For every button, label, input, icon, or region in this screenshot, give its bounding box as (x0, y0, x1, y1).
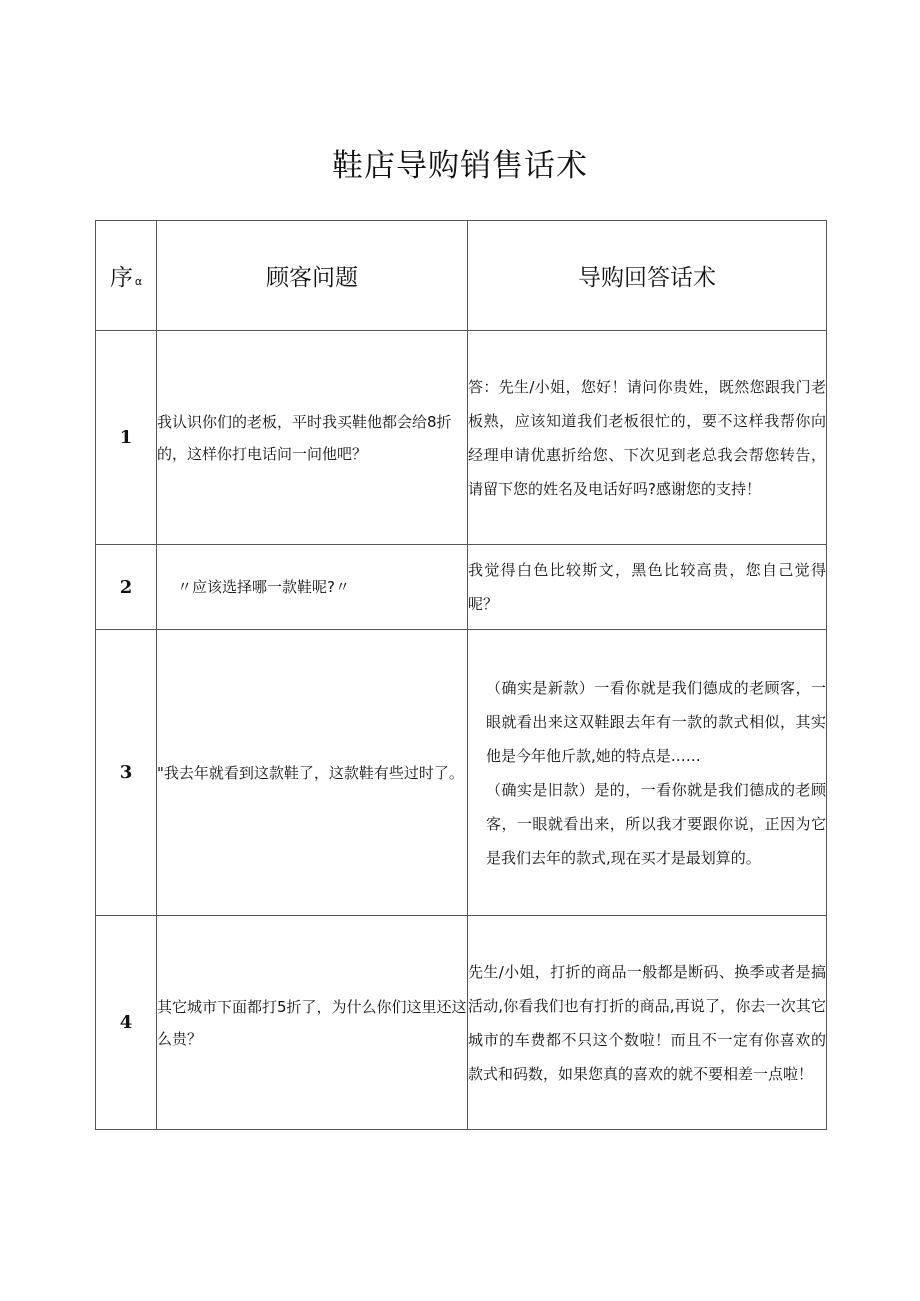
header-question: 顾客问题 (157, 221, 468, 331)
guide-answer: 我觉得白色比较斯文，黑色比较高贵，您自己觉得呢？ (468, 545, 827, 630)
customer-question: 我认识你们的老板，平时我买鞋他都会给8折的，这样你打电话问一问他吧？ (157, 331, 468, 545)
table-row (96, 545, 827, 630)
customer-question: "我去年就看到这款鞋了，这款鞋有些过时了。 (157, 630, 468, 916)
header-seq-label: 序 (109, 265, 133, 291)
guide-answer-cell (468, 630, 827, 916)
header-seq-suffix: α (134, 275, 143, 288)
guide-answer: 先生/小姐，打折的商品一般都是断码、换季或者是搞活动,你看我们也有打折的商品,再说了，你去一次其它城市的车费都不只这个数啦！而且不一定有你喜欢的款式和码数，如果您真的喜欢的就不要相差一点啦！ (468, 916, 827, 1130)
row-number: 2 (96, 545, 157, 630)
document-title: 鞋店导购销售话术 (332, 148, 588, 184)
row-number: 1 (96, 331, 157, 545)
customer-question-cell (157, 545, 468, 630)
table-header-row (96, 221, 827, 331)
guide-answer-new-style: （确实是新款）一看你就是我们德成的老顾客，一眼就看出来这双鞋跟去年有一款的款式相似，其实他是今年他斤款,她的特点是…… (486, 678, 826, 765)
row-number: 3 (96, 630, 157, 916)
sales-script-table (95, 220, 827, 1130)
header-answer: 导购回答话术 (468, 221, 827, 331)
customer-question: 其它城市下面都打5折了，为什么你们这里还这么贵？ (157, 916, 468, 1130)
row-number: 4 (96, 916, 157, 1130)
guide-answer-old-style: （确实是旧款）是的，一看你就是我们德成的老顾客，一眼就看出来，所以我才要跟你说，正因为它是我们去年的款式,现在买才是最划算的。 (486, 780, 826, 867)
table-row (96, 331, 827, 545)
header-seq (96, 221, 157, 331)
guide-answer: 答：先生/小姐，您好！请问你贵姓，既然您跟我门老板熟，应该知道我们老板很忙的，要不这样我帮你向经理申请优惠折给您、下次见到老总我会帮您转告，请留下您的姓名及电话好吗?感谢您的支持！ (468, 331, 827, 545)
table-row (96, 630, 827, 916)
table-row (96, 916, 827, 1130)
customer-question: 〃应该选择哪一款鞋呢?〃 (177, 578, 350, 596)
